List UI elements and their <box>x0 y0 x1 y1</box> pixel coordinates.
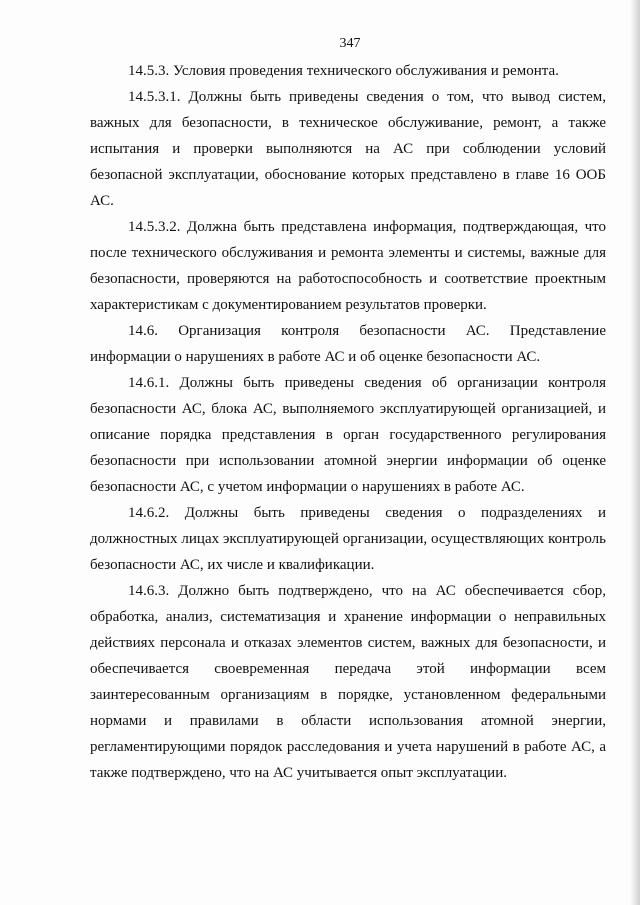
paragraph-14-6-2: 14.6.2. Должны быть приведены сведения о подразделениях и должностных лицах эксплуатирующей организации, осуществляющих контроль безопасности АС, их числе и квалификации. <box>90 505 606 573</box>
paragraph-14-6-3: 14.6.3. Должно быть подтверждено, что на АС обеспечивается сбор, обработка, анализ, систематизация и хранение информации о неправильных действиях персонала и отказах элементов систем, важных для безопасности, и обеспечивается своевременная передача этой информации всем заинтересованным организациям в порядке, установленном федеральными нормами и правилами в области использования атомной энергии, регламентирующими порядок расследования и учета нарушений в работе АС, а также подтверждено, что на АС учитывается опыт эксплуатации. <box>90 583 606 781</box>
page-edge-shadow <box>630 0 640 905</box>
document-body <box>90 58 606 786</box>
section-14-6-heading: 14.6. Организация контроля безопасности АС. Представление информации о нарушениях в работе АС и об оценке безопасности АС. <box>90 323 606 365</box>
paragraph-14-6-1: 14.6.1. Должны быть приведены сведения об организации контроля безопасности АС, блока АС, выполняемого эксплуатирующей организацией, и описание порядка представления в орган государственного регулирования безопасности при использовании атомной энергии информации об оценке безопасности АС, с учетом информации о нарушениях в работе АС. <box>90 375 606 495</box>
paragraph-14-5-3-2: 14.5.3.2. Должна быть представлена информация, подтверждающая, что после технического обслуживания и ремонта элементы и системы, важные для безопасности, проверяются на работоспособность и соответствие проектным характеристикам с документированием результатов проверки. <box>90 219 606 313</box>
section-14-5-3-heading: 14.5.3. Условия проведения технического обслуживания и ремонта. <box>128 63 559 79</box>
paragraph-14-5-3-1: 14.5.3.1. Должны быть приведены сведения о том, что вывод систем, важных для безопасности, в техническое обслуживание, ремонт, а также испытания и проверки выполняются на АС при соблюдении условий безопасной эксплуатации, обоснование которых представлено в главе 16 ООБ АС. <box>90 89 606 209</box>
page-number: 347 <box>339 36 361 51</box>
